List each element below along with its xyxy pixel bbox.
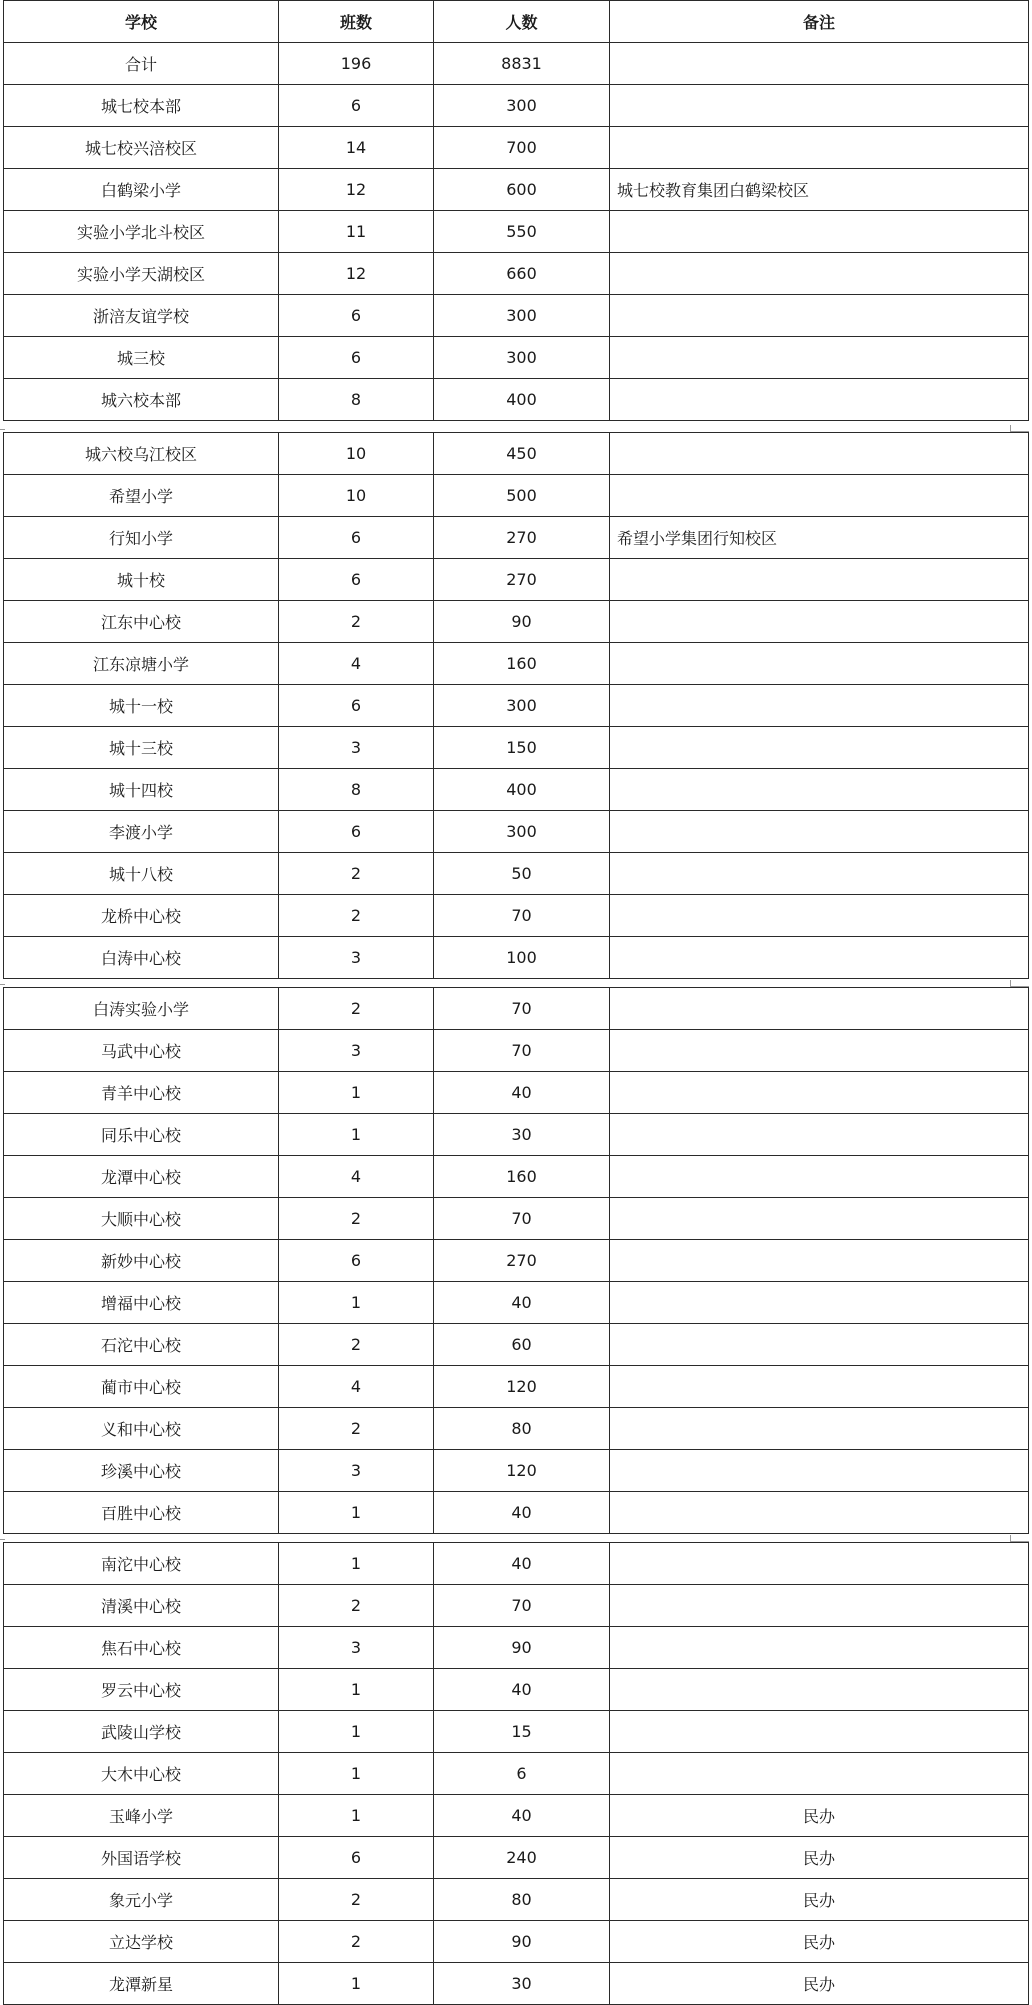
header-classes: 班数 xyxy=(279,1,434,43)
school-cell: 珍溪中心校 xyxy=(4,1450,279,1492)
remarks-cell xyxy=(610,1585,1029,1627)
classes-cell: 1 xyxy=(279,1963,434,2005)
remarks-cell: 民办 xyxy=(610,1795,1029,1837)
remarks-cell xyxy=(610,253,1029,295)
school-cell: 实验小学天湖校区 xyxy=(4,253,279,295)
students-cell: 300 xyxy=(434,85,610,127)
remarks-cell xyxy=(610,988,1029,1030)
classes-cell: 1 xyxy=(279,1072,434,1114)
classes-cell: 8 xyxy=(279,379,434,421)
remarks-cell: 民办 xyxy=(610,1837,1029,1879)
enrollment-table-part-3 xyxy=(3,987,1029,1534)
students-cell: 120 xyxy=(434,1366,610,1408)
table-row xyxy=(4,475,1029,517)
table-row xyxy=(4,517,1029,559)
school-cell: 大木中心校 xyxy=(4,1753,279,1795)
classes-cell: 3 xyxy=(279,1627,434,1669)
table-row xyxy=(4,1585,1029,1627)
students-cell: 30 xyxy=(434,1114,610,1156)
school-cell: 焦石中心校 xyxy=(4,1627,279,1669)
students-cell: 300 xyxy=(434,811,610,853)
students-cell: 700 xyxy=(434,127,610,169)
table-row xyxy=(4,1408,1029,1450)
school-cell: 合计 xyxy=(4,43,279,85)
students-cell: 40 xyxy=(434,1492,610,1534)
table-row xyxy=(4,1963,1029,2005)
remarks-cell xyxy=(610,1711,1029,1753)
table-row xyxy=(4,379,1029,421)
students-cell: 90 xyxy=(434,1627,610,1669)
school-cell: 城十三校 xyxy=(4,727,279,769)
school-cell: 南沱中心校 xyxy=(4,1543,279,1585)
remarks-cell xyxy=(610,1240,1029,1282)
table-row xyxy=(4,1711,1029,1753)
remarks-cell xyxy=(610,1492,1029,1534)
remarks-cell xyxy=(610,1198,1029,1240)
school-cell: 清溪中心校 xyxy=(4,1585,279,1627)
school-cell: 马武中心校 xyxy=(4,1030,279,1072)
remarks-cell xyxy=(610,1543,1029,1585)
table-row xyxy=(4,1879,1029,1921)
school-cell: 希望小学 xyxy=(4,475,279,517)
students-cell: 50 xyxy=(434,853,610,895)
table-row xyxy=(4,1837,1029,1879)
classes-cell: 2 xyxy=(279,988,434,1030)
school-cell: 义和中心校 xyxy=(4,1408,279,1450)
header-students: 人数 xyxy=(434,1,610,43)
school-cell: 玉峰小学 xyxy=(4,1795,279,1837)
students-cell: 90 xyxy=(434,1921,610,1963)
table-row xyxy=(4,1282,1029,1324)
remarks-cell xyxy=(610,127,1029,169)
students-cell: 550 xyxy=(434,211,610,253)
classes-cell: 12 xyxy=(279,169,434,211)
remarks-cell xyxy=(610,1627,1029,1669)
school-cell: 城十四校 xyxy=(4,769,279,811)
remarks-cell xyxy=(610,433,1029,475)
school-cell: 武陵山学校 xyxy=(4,1711,279,1753)
table-row xyxy=(4,169,1029,211)
table-row xyxy=(4,895,1029,937)
classes-cell: 1 xyxy=(279,1795,434,1837)
table-row xyxy=(4,1492,1029,1534)
classes-cell: 1 xyxy=(279,1114,434,1156)
school-cell: 实验小学北斗校区 xyxy=(4,211,279,253)
remarks-cell xyxy=(610,643,1029,685)
classes-cell: 8 xyxy=(279,769,434,811)
students-cell: 40 xyxy=(434,1282,610,1324)
classes-cell: 14 xyxy=(279,127,434,169)
school-cell: 外国语学校 xyxy=(4,1837,279,1879)
classes-cell: 12 xyxy=(279,253,434,295)
students-cell: 300 xyxy=(434,685,610,727)
classes-cell: 1 xyxy=(279,1711,434,1753)
remarks-cell xyxy=(610,1030,1029,1072)
table-row xyxy=(4,727,1029,769)
remarks-cell xyxy=(610,727,1029,769)
remarks-cell xyxy=(610,379,1029,421)
remarks-cell: 民办 xyxy=(610,1921,1029,1963)
header-school: 学校 xyxy=(4,1,279,43)
header-remarks: 备注 xyxy=(610,1,1029,43)
enrollment-table-part-4 xyxy=(3,1542,1029,2005)
school-cell: 城十一校 xyxy=(4,685,279,727)
school-cell: 百胜中心校 xyxy=(4,1492,279,1534)
students-cell: 150 xyxy=(434,727,610,769)
remarks-cell: 民办 xyxy=(610,1879,1029,1921)
school-cell: 白鹤梁小学 xyxy=(4,169,279,211)
classes-cell: 6 xyxy=(279,1240,434,1282)
remarks-cell xyxy=(610,559,1029,601)
students-cell: 300 xyxy=(434,337,610,379)
table-row xyxy=(4,937,1029,979)
table-row xyxy=(4,1669,1029,1711)
classes-cell: 2 xyxy=(279,1879,434,1921)
remarks-cell xyxy=(610,211,1029,253)
students-cell: 70 xyxy=(434,1030,610,1072)
table-row xyxy=(4,1921,1029,1963)
classes-cell: 6 xyxy=(279,85,434,127)
classes-cell: 4 xyxy=(279,643,434,685)
classes-cell: 1 xyxy=(279,1669,434,1711)
classes-cell: 1 xyxy=(279,1492,434,1534)
school-cell: 罗云中心校 xyxy=(4,1669,279,1711)
students-cell: 100 xyxy=(434,937,610,979)
remarks-cell: 城七校教育集团白鹤梁校区 xyxy=(610,169,1029,211)
table-row xyxy=(4,1198,1029,1240)
students-cell: 160 xyxy=(434,1156,610,1198)
school-cell: 城十校 xyxy=(4,559,279,601)
classes-cell: 10 xyxy=(279,475,434,517)
remarks-cell xyxy=(610,1366,1029,1408)
students-cell: 600 xyxy=(434,169,610,211)
students-cell: 40 xyxy=(434,1072,610,1114)
classes-cell: 3 xyxy=(279,1450,434,1492)
table-header-row xyxy=(4,1,1029,43)
remarks-cell xyxy=(610,1669,1029,1711)
students-cell: 40 xyxy=(434,1669,610,1711)
students-cell: 660 xyxy=(434,253,610,295)
classes-cell: 6 xyxy=(279,517,434,559)
students-cell: 70 xyxy=(434,895,610,937)
school-cell: 行知小学 xyxy=(4,517,279,559)
table-row xyxy=(4,1240,1029,1282)
students-cell: 270 xyxy=(434,517,610,559)
classes-cell: 2 xyxy=(279,601,434,643)
table-row xyxy=(4,811,1029,853)
school-cell: 城六校乌江校区 xyxy=(4,433,279,475)
students-cell: 120 xyxy=(434,1450,610,1492)
table-row xyxy=(4,1156,1029,1198)
remarks-cell xyxy=(610,601,1029,643)
table-row xyxy=(4,1030,1029,1072)
classes-cell: 3 xyxy=(279,727,434,769)
school-cell: 城十八校 xyxy=(4,853,279,895)
classes-cell: 1 xyxy=(279,1543,434,1585)
classes-cell: 2 xyxy=(279,1585,434,1627)
remarks-cell xyxy=(610,769,1029,811)
classes-cell: 6 xyxy=(279,337,434,379)
students-cell: 400 xyxy=(434,769,610,811)
table-row xyxy=(4,769,1029,811)
table-row xyxy=(4,643,1029,685)
table-row xyxy=(4,1627,1029,1669)
remarks-cell xyxy=(610,1072,1029,1114)
table-row xyxy=(4,1072,1029,1114)
classes-cell: 2 xyxy=(279,1408,434,1450)
table-row xyxy=(4,337,1029,379)
students-cell: 70 xyxy=(434,988,610,1030)
table-row xyxy=(4,1450,1029,1492)
school-cell: 青羊中心校 xyxy=(4,1072,279,1114)
table-row xyxy=(4,253,1029,295)
students-cell: 70 xyxy=(434,1198,610,1240)
classes-cell: 6 xyxy=(279,295,434,337)
classes-cell: 3 xyxy=(279,1030,434,1072)
school-cell: 白涛中心校 xyxy=(4,937,279,979)
table-row xyxy=(4,988,1029,1030)
students-cell: 160 xyxy=(434,643,610,685)
remarks-cell xyxy=(610,895,1029,937)
classes-cell: 196 xyxy=(279,43,434,85)
school-cell: 城七校本部 xyxy=(4,85,279,127)
table-row xyxy=(4,1324,1029,1366)
students-cell: 270 xyxy=(434,559,610,601)
remarks-cell xyxy=(610,811,1029,853)
table-row xyxy=(4,1114,1029,1156)
school-cell: 龙潭中心校 xyxy=(4,1156,279,1198)
classes-cell: 6 xyxy=(279,1837,434,1879)
classes-cell: 2 xyxy=(279,1324,434,1366)
remarks-cell xyxy=(610,475,1029,517)
students-cell: 8831 xyxy=(434,43,610,85)
remarks-cell: 希望小学集团行知校区 xyxy=(610,517,1029,559)
remarks-cell: 民办 xyxy=(610,1963,1029,2005)
school-cell: 城六校本部 xyxy=(4,379,279,421)
remarks-cell xyxy=(610,685,1029,727)
table-row xyxy=(4,433,1029,475)
remarks-cell xyxy=(610,1282,1029,1324)
students-cell: 80 xyxy=(434,1408,610,1450)
school-cell: 李渡小学 xyxy=(4,811,279,853)
school-cell: 立达学校 xyxy=(4,1921,279,1963)
students-cell: 30 xyxy=(434,1963,610,2005)
table-row xyxy=(4,211,1029,253)
remarks-cell xyxy=(610,853,1029,895)
classes-cell: 1 xyxy=(279,1282,434,1324)
students-cell: 300 xyxy=(434,295,610,337)
students-cell: 6 xyxy=(434,1753,610,1795)
students-cell: 15 xyxy=(434,1711,610,1753)
classes-cell: 3 xyxy=(279,937,434,979)
students-cell: 40 xyxy=(434,1543,610,1585)
table-row xyxy=(4,85,1029,127)
students-cell: 500 xyxy=(434,475,610,517)
table-row xyxy=(4,1543,1029,1585)
classes-cell: 1 xyxy=(279,1753,434,1795)
remarks-cell xyxy=(610,43,1029,85)
remarks-cell xyxy=(610,337,1029,379)
classes-cell: 10 xyxy=(279,433,434,475)
school-cell: 象元小学 xyxy=(4,1879,279,1921)
students-cell: 450 xyxy=(434,433,610,475)
classes-cell: 2 xyxy=(279,895,434,937)
students-cell: 400 xyxy=(434,379,610,421)
enrollment-table-part-2 xyxy=(3,432,1029,979)
school-cell: 龙桥中心校 xyxy=(4,895,279,937)
table-row xyxy=(4,1366,1029,1408)
students-cell: 90 xyxy=(434,601,610,643)
classes-cell: 6 xyxy=(279,685,434,727)
classes-cell: 2 xyxy=(279,1921,434,1963)
students-cell: 80 xyxy=(434,1879,610,1921)
school-cell: 城七校兴涪校区 xyxy=(4,127,279,169)
school-cell: 浙涪友谊学校 xyxy=(4,295,279,337)
classes-cell: 6 xyxy=(279,811,434,853)
school-cell: 同乐中心校 xyxy=(4,1114,279,1156)
table-row xyxy=(4,601,1029,643)
remarks-cell xyxy=(610,1408,1029,1450)
school-cell: 蔺市中心校 xyxy=(4,1366,279,1408)
school-cell: 江东中心校 xyxy=(4,601,279,643)
school-cell: 城三校 xyxy=(4,337,279,379)
table-row xyxy=(4,1753,1029,1795)
table-row xyxy=(4,559,1029,601)
remarks-cell xyxy=(610,937,1029,979)
remarks-cell xyxy=(610,1753,1029,1795)
classes-cell: 4 xyxy=(279,1366,434,1408)
enrollment-table-part-1 xyxy=(3,0,1029,421)
school-cell: 龙潭新星 xyxy=(4,1963,279,2005)
remarks-cell xyxy=(610,1114,1029,1156)
classes-cell: 11 xyxy=(279,211,434,253)
table-row xyxy=(4,295,1029,337)
students-cell: 240 xyxy=(434,1837,610,1879)
table-row xyxy=(4,685,1029,727)
table-row xyxy=(4,853,1029,895)
school-cell: 白涛实验小学 xyxy=(4,988,279,1030)
table-row xyxy=(4,1795,1029,1837)
remarks-cell xyxy=(610,85,1029,127)
school-cell: 大顺中心校 xyxy=(4,1198,279,1240)
classes-cell: 2 xyxy=(279,853,434,895)
school-cell: 新妙中心校 xyxy=(4,1240,279,1282)
school-cell: 增福中心校 xyxy=(4,1282,279,1324)
school-cell: 石沱中心校 xyxy=(4,1324,279,1366)
students-cell: 270 xyxy=(434,1240,610,1282)
remarks-cell xyxy=(610,295,1029,337)
students-cell: 40 xyxy=(434,1795,610,1837)
remarks-cell xyxy=(610,1156,1029,1198)
classes-cell: 4 xyxy=(279,1156,434,1198)
table-row xyxy=(4,127,1029,169)
remarks-cell xyxy=(610,1324,1029,1366)
total-row xyxy=(4,43,1029,85)
remarks-cell xyxy=(610,1450,1029,1492)
classes-cell: 2 xyxy=(279,1198,434,1240)
classes-cell: 6 xyxy=(279,559,434,601)
students-cell: 70 xyxy=(434,1585,610,1627)
students-cell: 60 xyxy=(434,1324,610,1366)
school-cell: 江东凉塘小学 xyxy=(4,643,279,685)
